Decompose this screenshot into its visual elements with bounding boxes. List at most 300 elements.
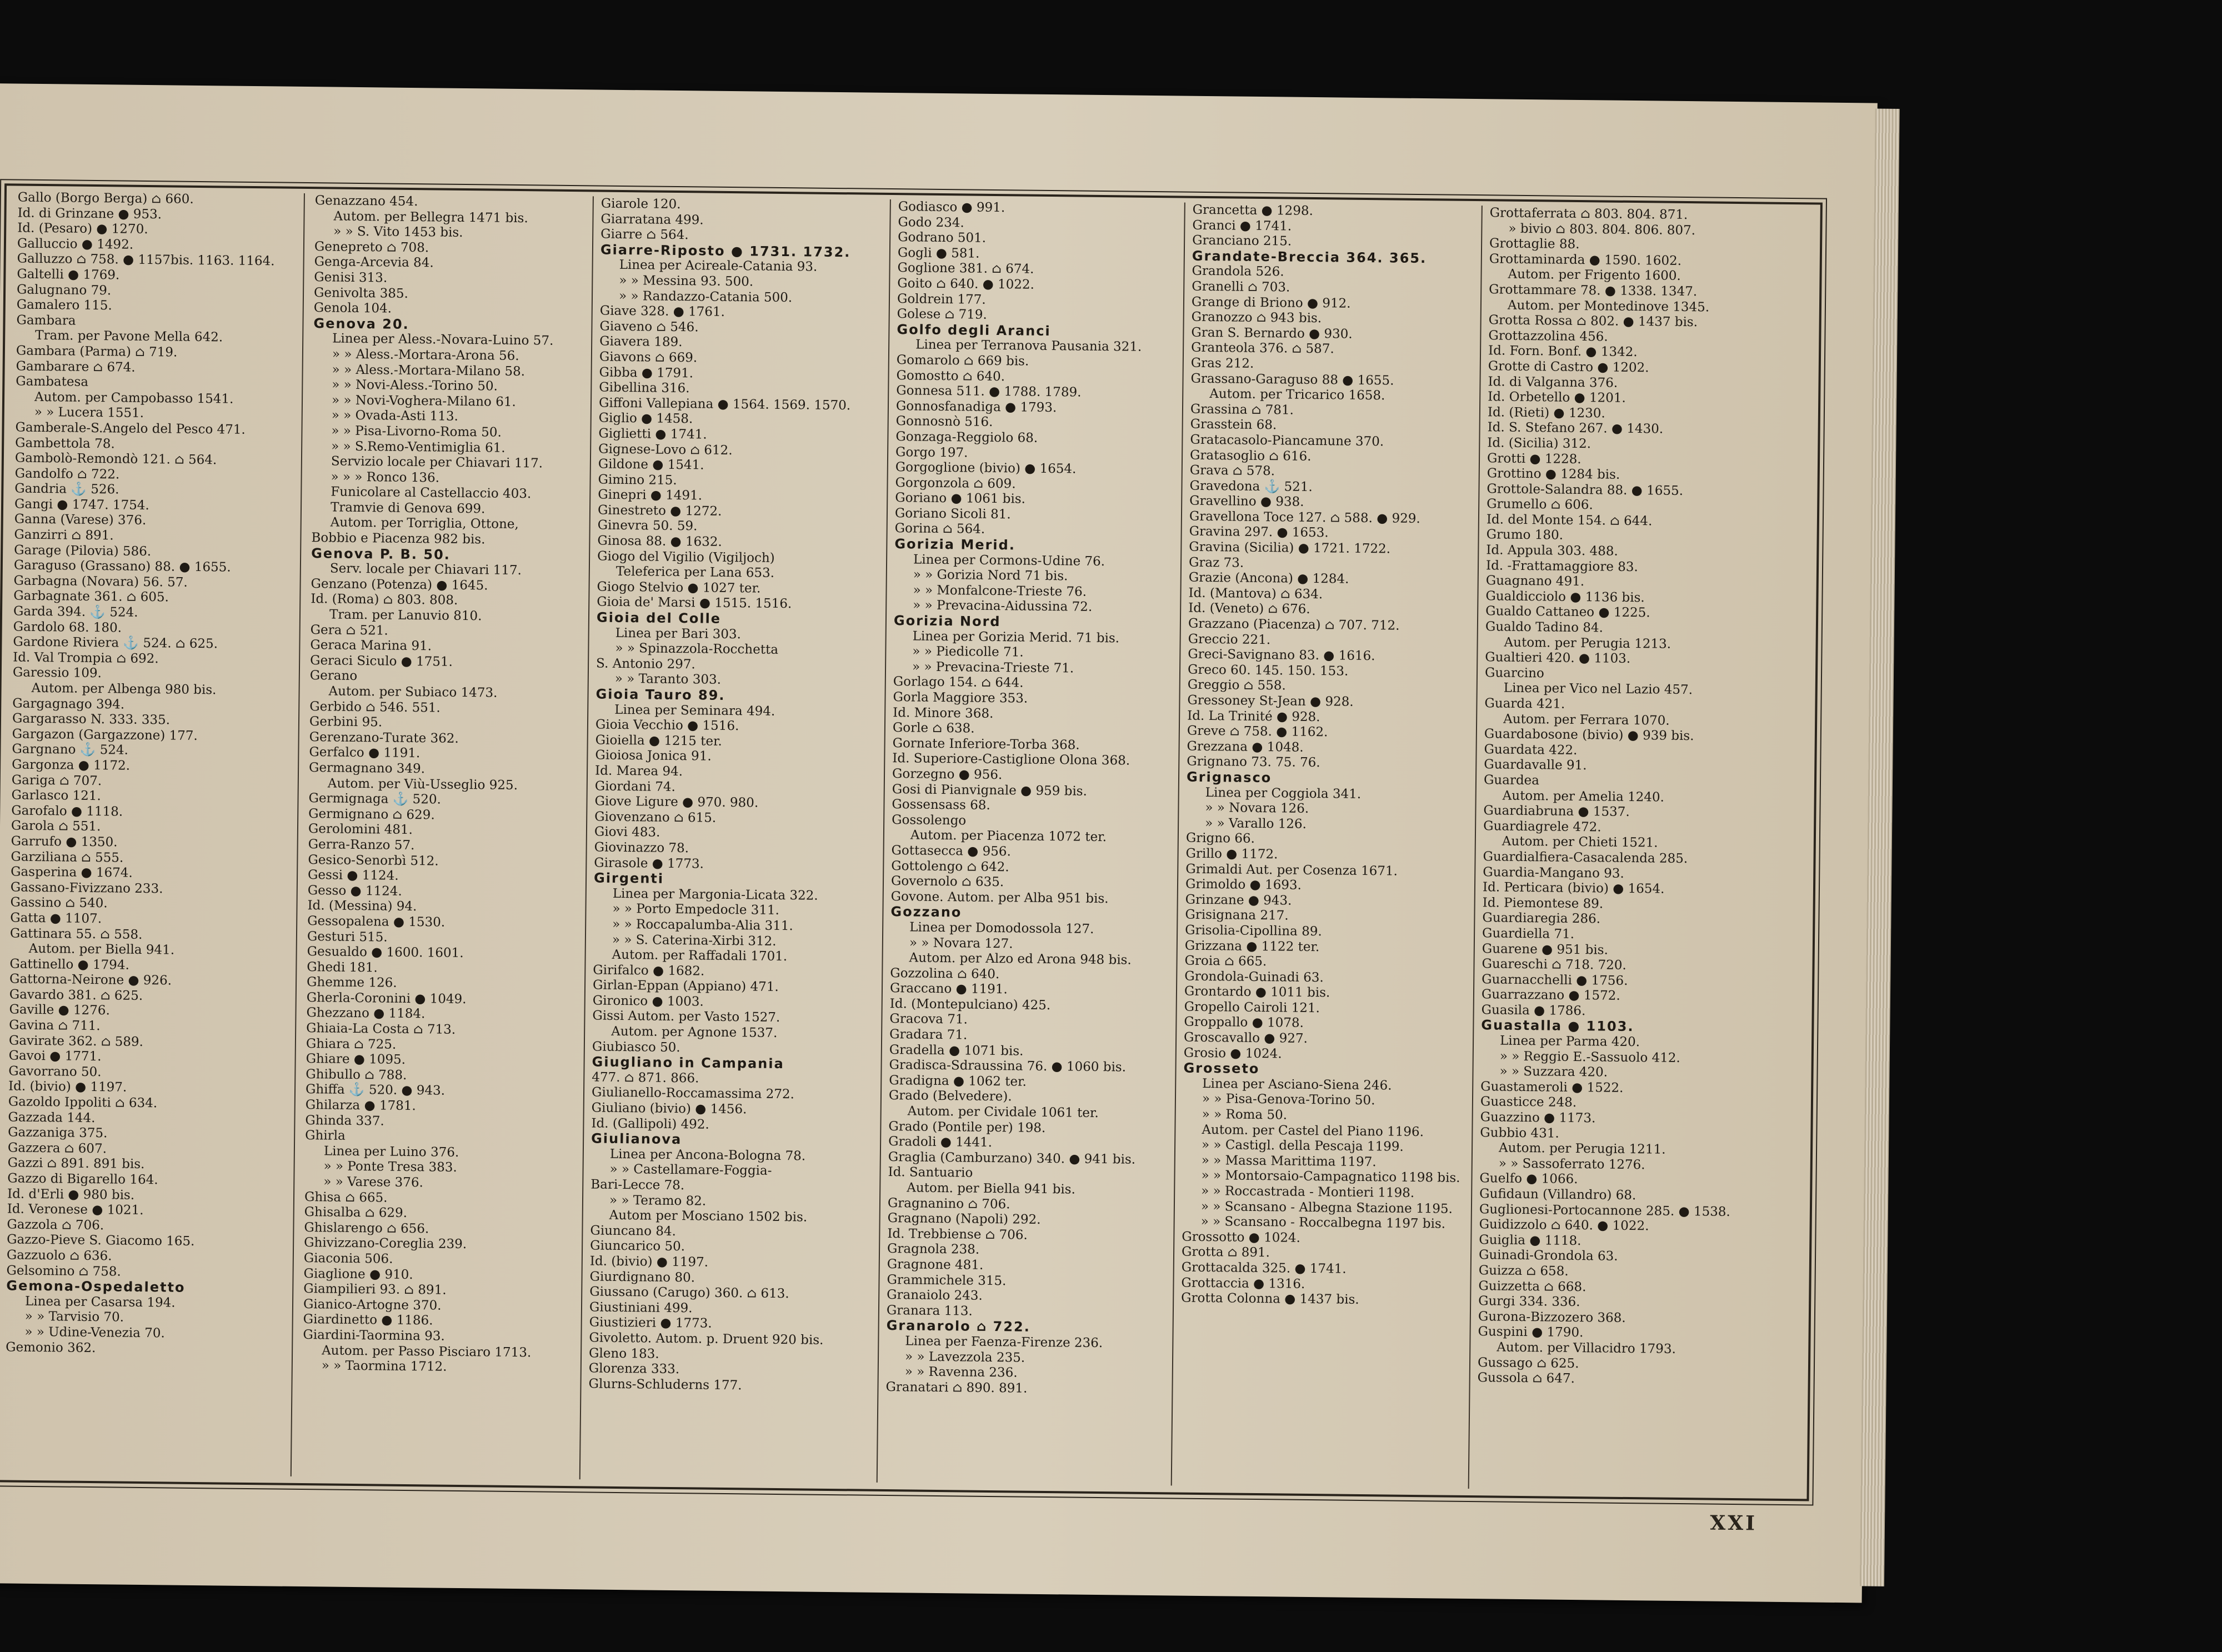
index-entry: Grazie (Ancona) ● 1284. [1188, 570, 1349, 587]
index-entry: Servizio locale per Chiavari 117. [331, 454, 543, 471]
index-entry: Ghilarza ● 1781. [305, 1098, 416, 1114]
index-entry: Geraca Marina 91. [310, 638, 432, 654]
index-entry: Autom. per Passo Pisciaro 1713. [322, 1343, 532, 1360]
index-entry: Ghisalba ⌂ 629. [304, 1205, 408, 1221]
index-entry: Gragnola 238. [887, 1241, 980, 1258]
index-entry: Genzano (Potenza) ● 1645. [311, 576, 488, 593]
index-entry: Grado (Pontile per) 198. [888, 1119, 1046, 1135]
index-entry: Gonnosnò 516. [895, 414, 993, 430]
index-entry: » » Roccastrada - Montieri 1198. [1201, 1183, 1415, 1200]
index-entry: Autom. per Albenga 980 bis. [31, 680, 217, 698]
index-entry: Id. S. Stefano 267. ● 1430. [1487, 420, 1664, 437]
index-entry: Guareschi ⌂ 718. 720. [1482, 957, 1627, 973]
index-entry: Id. (bivio) ● 1197. [589, 1254, 709, 1270]
index-entry: Gargonza ● 1172. [12, 757, 131, 773]
page-edge [1860, 109, 1900, 1586]
index-entry: Genova P. B. 50. [311, 545, 451, 563]
index-entry: Giaglione ● 910. [303, 1266, 413, 1282]
index-entry: » » Randazzo-Catania 500. [618, 288, 793, 305]
index-entry: Giardinetto ● 1186. [303, 1312, 433, 1328]
index-entry: Godo 234. [898, 214, 964, 230]
index-entry: Gassano-Fivizzano 233. [10, 880, 163, 897]
index-entry: Ginepri ● 1491. [598, 487, 703, 503]
index-entry: Granelli ⌂ 703. [1192, 279, 1290, 295]
index-entry: Gorla Maggiore 353. [893, 690, 1028, 706]
index-entry: Autom. per Villacidro 1793. [1497, 1340, 1676, 1356]
index-entry: Guardiella 71. [1482, 926, 1575, 942]
index-column-3 [588, 197, 884, 1488]
index-entry: Id. del Monte 154. ⌂ 644. [1486, 512, 1653, 529]
index-entry: Grottacalda 325. ● 1741. [1181, 1260, 1347, 1276]
index-entry: Giave 328. ● 1761. [599, 303, 725, 320]
index-entry: Gualdo Cattaneo ● 1225. [1485, 604, 1650, 620]
index-entry: » » » Ronco 136. [331, 469, 440, 485]
index-entry: Geraci Siculo ● 1751. [310, 653, 453, 669]
index-entry: Autom. per Perugia 1211. [1498, 1140, 1666, 1157]
index-entry: Ginestreto ● 1272. [597, 503, 722, 519]
index-entry: Gualtieri 420. ● 1103. [1485, 650, 1631, 667]
index-entry: Groppallo ● 1078. [1184, 1015, 1304, 1031]
index-entry: 477. ⌂ 871. 866. [592, 1070, 699, 1086]
index-entry: Gragnone 481. [887, 1257, 984, 1273]
index-entry: Ghiare ● 1095. [306, 1052, 406, 1068]
index-entry: Teleferica per Lana 653. [615, 564, 775, 581]
index-entry: » bivio ⌂ 803. 804. 806. 807. [1508, 221, 1696, 238]
index-entry: Grezzana ● 1048. [1187, 739, 1304, 755]
index-entry: Gerfalco ● 1191. [309, 745, 421, 761]
index-entry: Guastalla ● 1103. [1481, 1017, 1634, 1035]
index-entry: Gradella ● 1071 bis. [889, 1042, 1024, 1059]
index-entry: » » Gorizia Nord 71 bis. [913, 567, 1068, 584]
index-entry: » » Taranto 303. [614, 672, 722, 688]
index-entry: S. Antonio 297. [595, 656, 695, 672]
index-entry: Golfo degli Aranci [897, 321, 1051, 339]
index-entry: Gattinara 55. ⌂ 558. [9, 925, 143, 942]
index-entry: Gioiosa Jonica 91. [595, 748, 712, 764]
index-entry: Id. Superiore-Castiglione Olona 368. [892, 751, 1130, 768]
index-entry: Giglio ● 1458. [598, 411, 693, 427]
index-entry: Guglionesi-Portocannone 285. ● 1538. [1479, 1202, 1730, 1219]
index-entry: Ganna (Varese) 376. [14, 512, 147, 528]
index-entry: Graccano ● 1191. [889, 981, 1008, 997]
index-entry: Gemonio 362. [6, 1339, 96, 1355]
index-entry: Gottasecca ● 956. [891, 843, 1011, 859]
index-entry: Giglietti ● 1741. [598, 426, 707, 442]
index-entry: Tram. per Pavone Mella 642. [35, 328, 223, 345]
index-entry: » » Roccapalumba-Alia 311. [612, 917, 793, 934]
index-entry: Linea per Gorizia Merid. 71 bis. [912, 629, 1120, 645]
index-entry: Gorle ⌂ 638. [892, 720, 975, 736]
index-entry: Tram. per Lanuvio 810. [329, 607, 482, 624]
index-entry: Autom. per Amelia 1240. [1502, 788, 1665, 805]
index-entry: Linea per Domodossola 127. [909, 920, 1094, 937]
index-entry: Gassino ⌂ 540. [10, 895, 108, 911]
index-entry: Genola 104. [313, 301, 392, 316]
index-entry: Id. Val Trompia ⌂ 692. [13, 650, 159, 667]
index-entry: Gavoi ● 1771. [8, 1048, 102, 1064]
index-entry: Garage (Pilovia) 586. [14, 543, 152, 559]
index-entry: Gazzo-Pieve S. Giacomo 165. [7, 1232, 195, 1249]
index-entry: Linea per Parma 420. [1499, 1033, 1640, 1050]
index-entry: Gangi ● 1747. 1754. [14, 497, 149, 513]
index-entry: Gesturi 515. [307, 929, 388, 945]
index-entry: Tramvie di Genova 699. [330, 500, 486, 517]
index-entry: Autom. per Castel del Piano 1196. [1202, 1122, 1424, 1139]
index-entry: Giustizieri ● 1773. [589, 1315, 712, 1331]
index-entry: Greve ⌂ 758. ● 1162. [1187, 723, 1328, 740]
index-entry: Gambara (Parma) ⌂ 719. [16, 343, 178, 360]
index-entry: Gravina (Sicilia) ● 1721. 1722. [1189, 539, 1391, 557]
index-entry: Gravellona Toce 127. ⌂ 588. ● 929. [1189, 509, 1420, 526]
index-entry: Gavirate 362. ⌂ 589. [8, 1033, 144, 1049]
index-entry: Gerano [309, 668, 358, 684]
index-entry: Id. (Messina) 94. [307, 898, 417, 914]
index-entry: » » Ovada-Asti 113. [331, 408, 458, 424]
index-entry: Gonzaga-Reggiolo 68. [895, 429, 1038, 445]
index-entry: Autom. per Agnone 1537. [611, 1024, 778, 1041]
index-entry: Grammichele 315. [887, 1272, 1007, 1288]
index-entry: Guardiabruna ● 1537. [1483, 803, 1630, 820]
index-entry: Giuncarico 50. [590, 1238, 685, 1254]
index-entry: Guarnacchelli ● 1756. [1482, 972, 1628, 988]
index-entry: Giffoni Vallepiana ● 1564. 1569. 1570. [598, 396, 851, 413]
index-entry: Grotta Colonna ● 1437 bis. [1181, 1290, 1359, 1308]
index-entry: Gravina 297. ● 1653. [1189, 524, 1329, 540]
index-entry: Groia ⌂ 665. [1184, 953, 1267, 969]
index-entry: Gamalero 115. [16, 297, 112, 313]
index-entry: Id. Appula 303. 488. [1486, 543, 1618, 559]
index-entry: Autom. per Torriglia, Ottone, [330, 515, 519, 532]
index-entry: Grumello ⌂ 606. [1487, 497, 1593, 513]
index-entry: » » Montorsaio-Campagnatico 1198 bis. [1201, 1168, 1460, 1186]
index-entry: Greci-Savignano 83. ● 1616. [1188, 647, 1375, 664]
index-entry: Gimino 215. [598, 472, 677, 488]
index-entry: Autom. per Raffadali 1701. [612, 947, 788, 964]
index-entry: Giovenzano ⌂ 615. [594, 809, 717, 825]
index-entry: Gamberale-S.Angelo del Pesco 471. [15, 420, 246, 437]
index-entry: » » Novi-Voghera-Milano 61. [331, 393, 516, 409]
index-entry: Gessopalena ● 1530. [307, 913, 446, 930]
index-entry: Autom. per Chieti 1521. [1502, 834, 1658, 850]
index-entry: Ghivizzano-Coreglia 239. [304, 1235, 467, 1252]
index-entry: Id. Minore 368. [893, 705, 994, 721]
index-entry: Grandate-Breccia 364. 365. [1192, 248, 1427, 266]
index-entry: » » Spinazzola-Rocchetta [615, 641, 779, 658]
index-entry: Gemona-Ospedaletto [6, 1278, 186, 1295]
index-entry: Grottaferrata ⌂ 803. 804. 871. [1489, 206, 1688, 223]
index-entry: Giarratana 499. [600, 212, 704, 228]
index-entry: Glorenza 333. [588, 1361, 680, 1377]
index-entry: » » Sassoferrato 1276. [1498, 1156, 1645, 1173]
index-entry: Gaville ● 1276. [9, 1002, 110, 1018]
index-entry: » » Monfalcone-Trieste 76. [913, 583, 1087, 599]
index-entry: Grinzane ● 943. [1185, 892, 1292, 908]
index-entry: Gazzuolo ⌂ 636. [6, 1248, 112, 1264]
index-entry: Giovi 483. [594, 824, 660, 840]
index-entry: Gradara 71. [889, 1027, 968, 1043]
index-entry: Granarolo ⌂ 722. [886, 1318, 1030, 1335]
index-entry: Autom. per Piacenza 1072 ter. [910, 828, 1107, 845]
index-entry: » » Piedicolle 71. [912, 644, 1024, 660]
index-entry: Gosi di Pianvignale ● 959 bis. [892, 782, 1088, 799]
index-entry: Gravellino ● 938. [1189, 493, 1304, 510]
index-entry: Linea per Coggiola 341. [1205, 785, 1362, 802]
index-entry: Id. Marea 94. [594, 763, 683, 779]
index-entry: Guagnano 491. [1485, 573, 1585, 589]
index-entry: Bobbio e Piacenza 982 bis. [311, 530, 486, 547]
index-entry: Giogo Stelvio ● 1027 ter. [597, 579, 761, 596]
index-entry: » » Scansano - Roccalbegna 1197 bis. [1200, 1214, 1446, 1232]
index-entry: Garda 394. ⚓ 524. [13, 604, 138, 620]
book-page [0, 83, 1878, 1603]
index-entry: » » Ravenna 236. [904, 1364, 1018, 1380]
index-entry: Gurona-Bizzozero 368. [1478, 1309, 1626, 1325]
index-entry: Gazzera ⌂ 607. [7, 1140, 107, 1157]
index-entry: Autom. per Biella 941. [28, 941, 175, 958]
index-entry: » » Reggio E.-Sassuolo 412. [1499, 1049, 1680, 1065]
index-entry: Grontardo ● 1011 bis. [1184, 984, 1330, 1000]
index-entry: Gragnano (Napoli) 292. [887, 1211, 1041, 1228]
index-entry: Gazzaniga 375. [8, 1125, 108, 1141]
index-entry: Giogo del Vigilio (Vigiljoch) [597, 549, 775, 565]
index-entry: Linea per Asciano-Siena 246. [1202, 1076, 1392, 1093]
index-entry: Gomarolo ⌂ 669 bis. [896, 353, 1029, 369]
index-entry: Guarcino [1484, 665, 1544, 681]
index-entry: Gazzada 144. [8, 1110, 96, 1125]
index-entry: Autom. per Perugia 1213. [1504, 635, 1671, 652]
index-entry: Gambolò-Remondò 121. ⌂ 564. [14, 450, 217, 468]
index-entry: Gufidaun (Villandro) 68. [1479, 1187, 1637, 1203]
index-entry: Guardialfiera-Casacalenda 285. [1483, 849, 1688, 867]
index-entry: Id. (Roma) ⌂ 803. 808. [311, 592, 458, 608]
index-entry: Giampilieri 93. ⌂ 891. [303, 1281, 447, 1298]
index-entry: Gargnano ⚓ 524. [12, 742, 129, 758]
index-entry: Graglia (Camburzano) 340. ● 941 bis. [888, 1149, 1136, 1167]
index-entry: » » Prevacina-Trieste 71. [912, 659, 1074, 676]
index-entry: Id. Forn. Bonf. ● 1342. [1488, 343, 1638, 360]
index-entry: Granatari ⌂ 890. 891. [885, 1379, 1028, 1396]
index-entry: Grossotto ● 1024. [1182, 1229, 1301, 1245]
index-entry: » » Novara 127. [909, 935, 1013, 951]
index-entry: Girlan-Eppan (Appiano) 471. [592, 978, 779, 995]
index-entry: Gorzegno ● 956. [892, 767, 1003, 783]
index-entry: Grottaglie 88. [1489, 236, 1580, 252]
index-entry: Gratacasolo-Pianca​mune 370. [1190, 432, 1384, 449]
index-entry: Gesualdo ● 1600. 1601. [307, 944, 464, 961]
index-entry: Autom. per Alzo ed Arona 948 bis. [909, 950, 1132, 968]
index-entry: » » Novara 126. [1205, 800, 1309, 817]
index-entry: Govone. Autom. per Alba 951 bis. [890, 889, 1109, 906]
index-entry: Gomostto ⌂ 640. [896, 368, 1005, 384]
index-entry: Germagnano 349. [308, 760, 426, 777]
index-column-1 [4, 191, 290, 1482]
index-entry: Grado (Belvedere). [888, 1088, 1012, 1104]
index-entry: Gossolengo [892, 812, 967, 828]
index-entry: Autom. per Viù-Usseglio 925. [327, 776, 518, 793]
index-entry: Id. (bivio) ● 1197. [8, 1079, 127, 1095]
index-entry: Grottole-Salandra 88. ● 1655. [1487, 481, 1684, 498]
index-entry: Ghedi 181. [307, 959, 378, 975]
index-entry: Linea per Seminara 494. [614, 702, 775, 719]
index-entry: Gazoldo Ippoliti ⌂ 634. [8, 1094, 158, 1111]
index-entry: Ghemme 126. [306, 975, 397, 991]
index-entry: Gualdicciolo ● 1136 bis. [1485, 589, 1645, 605]
index-entry: Giordani 74. [594, 779, 676, 794]
index-entry: » » Porto Empedocle 311. [612, 902, 780, 918]
index-entry: Autom. per Frigento 1600. [1508, 267, 1681, 284]
index-entry: Gubbio 431. [1480, 1125, 1559, 1141]
index-entry: Gerbido ⌂ 546. 551. [309, 699, 441, 715]
index-entry: Autom. per Tricarico 1658. [1209, 387, 1385, 403]
index-entry: Gandolfo ⌂ 722. [14, 466, 120, 482]
index-entry: » » Lucera 1551. [34, 405, 144, 421]
index-entry: Girgenti [593, 870, 664, 887]
index-entry: Guspini ● 1790. [1478, 1324, 1584, 1340]
index-entry: Id. Perticara (bivio) ● 1654. [1482, 880, 1665, 897]
index-entry: Grigno 66. [1185, 830, 1255, 847]
index-entry: Garziliana ⌂ 555. [11, 849, 124, 865]
index-entry: » » Varallo 126. [1205, 815, 1307, 832]
index-entry: Galluccio ● 1492. [17, 236, 134, 252]
index-entry: Gallo (Borgo Berga) ⌂ 660. [17, 190, 194, 207]
index-entry: Ghezzano ● 1184. [306, 1005, 426, 1022]
index-entry: Greggio ⌂ 558. [1187, 678, 1286, 693]
index-entry: Gurgi 334. 336. [1478, 1294, 1580, 1310]
index-entry: Golese ⌂ 719. [897, 307, 987, 322]
index-entry: Gavardo 381. ⌂ 625. [9, 987, 143, 1003]
index-entry: » » S. Caterina-Xirbi 312. [612, 932, 777, 949]
index-entry: » » Castigl. della Pescaja 1199. [1201, 1138, 1404, 1154]
index-entry: Goito ⌂ 640. ● 1022. [897, 276, 1035, 292]
index-entry: Granteola 376. ⌂ 587. [1190, 341, 1334, 357]
index-entry: Gattinello ● 1794. [9, 957, 129, 973]
index-entry: Guidizzolo ⌂ 640. ● 1022. [1479, 1217, 1649, 1234]
index-entry: Garbagnate 361. ⌂ 605. [13, 588, 169, 605]
index-entry: Grottaminarda ● 1590. 1602. [1489, 252, 1682, 268]
index-entry: Gornate Inferiore-Torba 368. [892, 735, 1080, 753]
index-entry: Autom per Mosciano 1502 bis. [609, 1208, 808, 1225]
index-entry: » » Ponte Tresa 383. [323, 1159, 457, 1175]
index-entry: Galtelli ● 1769. [17, 267, 120, 283]
index-entry: Grillo ● 1172. [1185, 846, 1278, 862]
index-entry: Autom. per Biella 941 bis. [907, 1180, 1075, 1197]
index-entry: Guarda 421. [1484, 696, 1565, 712]
index-entry: Id. Santuario [888, 1165, 973, 1181]
index-entry: Bari-Lecce 78. [590, 1177, 685, 1193]
index-entry: Grancetta ● 1298. [1192, 202, 1313, 218]
index-entry: Autom. per Cividale 1061 ter. [907, 1104, 1099, 1121]
index-entry: Gavorrano 50. [8, 1064, 102, 1080]
index-entry: Autom. per Subiaco 1473. [328, 684, 498, 700]
index-entry: Gioia de' Marsi ● 1515. 1516. [597, 594, 792, 612]
index-entry: Serv. locale per Chiavari 117. [329, 561, 522, 578]
index-entry: » » Pisa-Genova-Torino 50. [1202, 1092, 1375, 1108]
index-entry: Gottolengo ⌂ 642. [891, 858, 1009, 874]
index-entry: Genazzano 454. [314, 193, 418, 209]
index-entry: Ginevra 50. 59. [597, 518, 698, 534]
index-entry: Id. (Mantova) ⌂ 634. [1188, 585, 1323, 602]
index-entry: Gratasoglio ⌂ 616. [1189, 448, 1312, 464]
index-entry: » » Messina 93. 500. [619, 273, 754, 289]
index-entry: Ghiaia-La Costa ⌂ 713. [306, 1021, 456, 1037]
index-entry: Gandria ⚓ 526. [14, 481, 119, 497]
index-entry: Garbagna (Novara) 56. 57. [13, 573, 188, 590]
index-entry: » » Aless.-Mortara-Milano 58. [332, 362, 526, 379]
index-entry: Giulianova [591, 1130, 682, 1148]
index-column-4 [885, 199, 1179, 1491]
index-entry: Grizzana ● 1122 ter. [1184, 938, 1320, 954]
index-entry: Grazzano (Piacenza) ⌂ 707. 712. [1188, 616, 1400, 633]
index-entry: Gradisca-Sdraussina 76. ● 1060 bis. [889, 1058, 1127, 1075]
index-entry: Gropello Cairoli 121. [1184, 999, 1320, 1016]
index-entry: Gorgoglione (bivio) ● 1654. [895, 460, 1077, 477]
index-entry: Germignaga ⚓ 520. [308, 791, 441, 807]
index-entry: Gozzano [890, 904, 962, 920]
index-entry: Gioia Vecchio ● 1516. [595, 717, 739, 734]
index-entry: Germignano ⌂ 629. [308, 806, 435, 823]
index-entry: Id. (Veneto) ⌂ 676. [1188, 601, 1310, 617]
index-entry: » » Varese 376. [323, 1174, 423, 1190]
index-entry: Gazzo di Bigarello 164. [7, 1171, 158, 1188]
index-entry: » » Tarvisio 70. [24, 1309, 124, 1325]
index-entry: Gossensass 68. [892, 797, 990, 813]
index-entry: Linea per Cormons-Udine 76. [913, 552, 1105, 569]
index-entry: Ghirla [305, 1128, 346, 1144]
index-entry: Giovinazzo 78. [594, 840, 689, 856]
index-column-2 [302, 193, 582, 1485]
index-entry: Galluzzo ⌂ 758. ● 1157bis. 1163. 1164. [17, 251, 275, 269]
index-entry: Genova 20. [313, 315, 409, 332]
index-entry: Guazzino ● 1173. [1480, 1110, 1596, 1126]
column-rule [291, 193, 305, 1476]
index-entry: Granciano 215. [1192, 233, 1292, 249]
index-entry: Gradoli ● 1441. [888, 1134, 993, 1150]
index-entry: » » Pisa-Livorno-Roma 50. [331, 423, 502, 440]
index-entry: Id. Orbetello ● 1201. [1488, 389, 1626, 406]
index-entry: Grotta ⌂ 891. [1181, 1244, 1270, 1260]
index-entry: Autom. per Montedinove 1345. [1507, 298, 1710, 315]
index-entry: Linea per Luino 376. [323, 1144, 459, 1160]
index-entry: Grimoldo ● 1693. [1185, 877, 1302, 893]
index-entry: Autom. per Campobasso 1541. [34, 389, 234, 407]
index-entry: Gardone Riviera ⚓ 524. ⌂ 625. [13, 634, 218, 652]
index-entry: Grotti ● 1228. [1487, 450, 1582, 467]
index-entry: Gavina ⌂ 711. [9, 1018, 101, 1034]
index-entry: Gussola ⌂ 647. [1477, 1370, 1575, 1386]
index-entry: Ginosa 88. ● 1632. [597, 533, 722, 549]
index-entry: Id. (Sicilia) 312. [1487, 435, 1592, 452]
index-entry: Giurdignano 80. [589, 1269, 695, 1285]
index-entry: Giavera 189. [599, 334, 683, 350]
index-entry: Id. Piemontese 89. [1482, 895, 1604, 912]
index-entry: Gignese-Lovo ⌂ 612. [598, 442, 733, 458]
index-entry: Godrano 501. [898, 230, 987, 246]
index-entry: » » Roma 50. [1202, 1107, 1288, 1123]
index-entry: Gazzola ⌂ 706. [7, 1217, 104, 1233]
index-entry: Gerbini 95. [309, 714, 383, 730]
index-entry: Grava ⌂ 578. [1189, 463, 1275, 479]
index-entry: Gradigna ● 1062 ter. [889, 1073, 1027, 1089]
index-entry: » » Massa Marittima 1197. [1201, 1153, 1377, 1170]
index-entry: Granci ● 1741. [1192, 218, 1292, 234]
index-entry: Guinadi-Grondola 63. [1478, 1248, 1618, 1264]
index-entry: Giubiasco 50. [592, 1039, 680, 1055]
index-entry: Gesso ● 1124. [307, 883, 402, 899]
index-entry: Id. Veronese ● 1021. [7, 1202, 144, 1218]
index-entry: Godiasco ● 991. [898, 199, 1005, 216]
index-entry: Gherla-Coronini ● 1049. [306, 990, 467, 1007]
index-entry: Linea per Faenza-Firenze 236. [905, 1334, 1103, 1351]
